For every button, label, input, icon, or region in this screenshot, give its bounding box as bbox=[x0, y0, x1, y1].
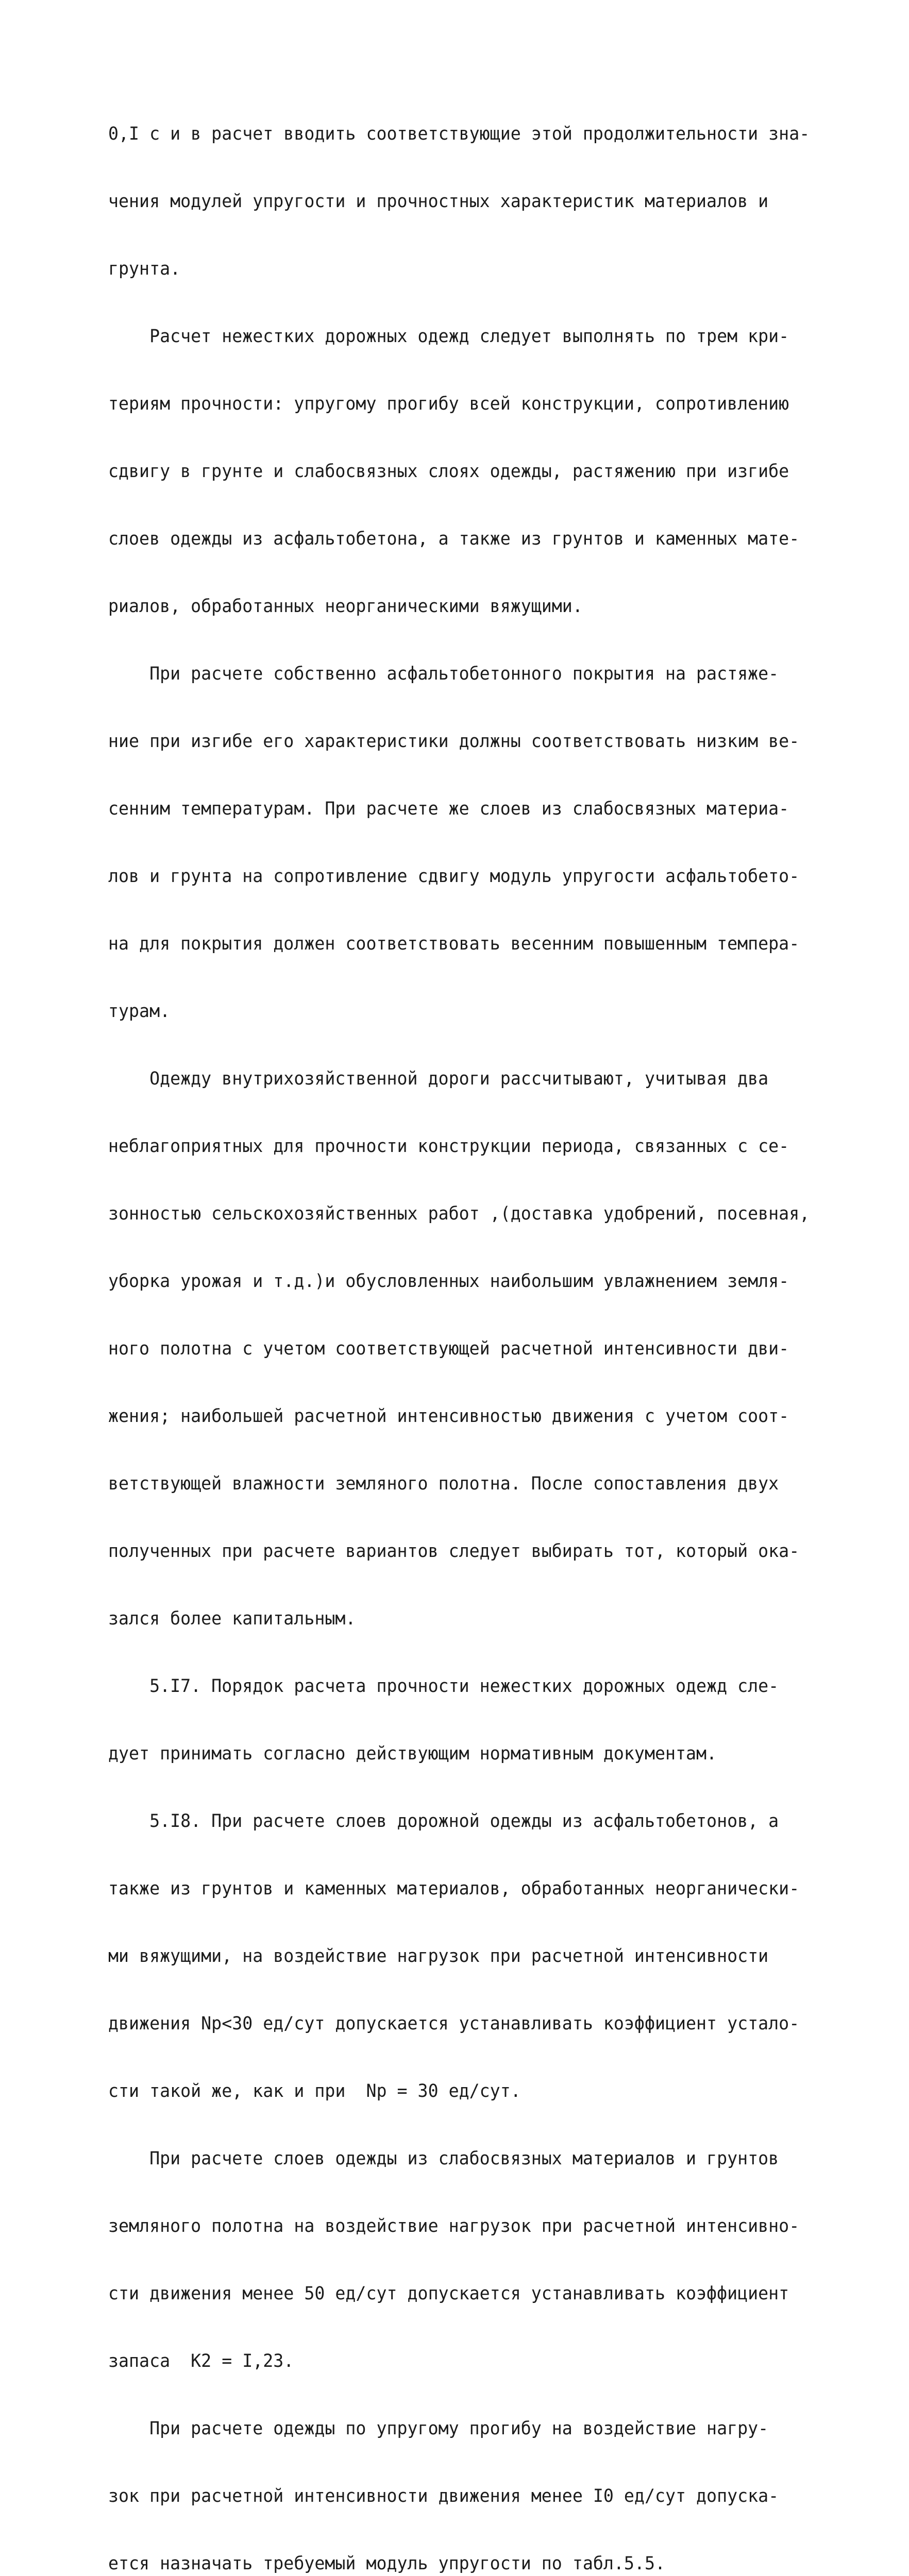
text-line: При расчете собственно асфальтобетонного покрытия на растяже- bbox=[108, 664, 779, 684]
text-line: териям прочности: упругому прогибу всей конструкции, сопротивлению bbox=[108, 394, 789, 414]
text-line: также из грунтов и каменных материалов, обработанных неорганически- bbox=[108, 1878, 800, 1899]
text-line: чения модулей упругости и прочностных характеристик материалов и bbox=[108, 191, 769, 212]
text-line: зок при расчетной интенсивности движения менее I0 ед/сут допуска- bbox=[108, 2486, 779, 2506]
text-line: лов и грунта на сопротивление сдвигу модуль упругости асфальтобето- bbox=[108, 866, 800, 887]
text-line: сенним температурам. При расчете же слоев из слабосвязных материа- bbox=[108, 799, 789, 819]
text-line: зался более капитальным. bbox=[108, 1608, 356, 1629]
text-line: ется назначать требуемый модуль упругости по табл.5.5. bbox=[108, 2553, 665, 2574]
text-line: Одежду внутрихозяйственной дороги рассчитывают, учитывая два bbox=[108, 1069, 769, 1089]
text-line: уборка урожая и т.д.)и обусловленных наибольшим увлажнением земля- bbox=[108, 1271, 789, 1292]
text-line: ного полотна с учетом соответствующей расчетной интенсивности дви- bbox=[108, 1338, 789, 1359]
document-text bbox=[108, 80, 830, 2576]
text-line: сти движения менее 50 ед/сут допускается устанавливать коэффициент bbox=[108, 2283, 789, 2304]
text-line: слоев одежды из асфальтобетона, а также из грунтов и каменных мате- bbox=[108, 529, 800, 549]
text-line: жения; наибольшей расчетной интенсивностью движения с учетом соот- bbox=[108, 1406, 789, 1427]
text-line: зонностью сельскохозяйственных работ ,(доставка удобрений, посевная, bbox=[108, 1204, 810, 1224]
text-line: сти такой же, как и при Nр = 30 ед/сут. bbox=[108, 2081, 521, 2102]
text-line: движения Nр<30 ед/сут допускается устанавливать коэффициент устало- bbox=[108, 2013, 800, 2034]
text-line: полученных при расчете вариантов следует выбирать тот, который ока- bbox=[108, 1541, 800, 1562]
text-line: турам. bbox=[108, 1001, 171, 1022]
text-line: При расчете одежды по упругому прогибу на воздействие нагру- bbox=[108, 2418, 769, 2439]
text-line: Расчет нежестких дорожных одежд следует выполнять по трем кри- bbox=[108, 326, 789, 347]
text-line: запаса K2 = I,23. bbox=[108, 2351, 294, 2371]
text-line: При расчете слоев одежды из слабосвязных материалов и грунтов bbox=[108, 2148, 779, 2169]
text-line: грунта. bbox=[108, 259, 181, 279]
text-line: на для покрытия должен соответствовать весенним повышенным темпера- bbox=[108, 934, 800, 954]
text-line: 5.I7. Порядок расчета прочности нежестких дорожных одежд сле- bbox=[108, 1676, 779, 1697]
text-line: сдвигу в грунте и слабосвязных слоях одежды, растяжению при изгибе bbox=[108, 461, 789, 482]
text-line: риалов, обработанных неорганическими вяжущими. bbox=[108, 596, 583, 617]
text-line: ми вяжущими, на воздействие нагрузок при расчетной интенсивности bbox=[108, 1946, 769, 1967]
text-line: 0,I с и в расчет вводить соответствующие этой продолжительности зна- bbox=[108, 124, 810, 144]
text-line: ние при изгибе его характеристики должны соответствовать низким ве- bbox=[108, 731, 800, 752]
text-line: неблагоприятных для прочности конструкции периода, связанных с се- bbox=[108, 1136, 789, 1157]
text-line: дует принимать согласно действующим нормативным документам. bbox=[108, 1743, 717, 1764]
text-line: ветствующей влажности земляного полотна. После сопоставления двух bbox=[108, 1473, 779, 1494]
text-line: 5.I8. При расчете слоев дорожной одежды из асфальтобетонов, а bbox=[108, 1811, 779, 1832]
text-line: земляного полотна на воздействие нагрузок при расчетной интенсивно- bbox=[108, 2216, 800, 2236]
